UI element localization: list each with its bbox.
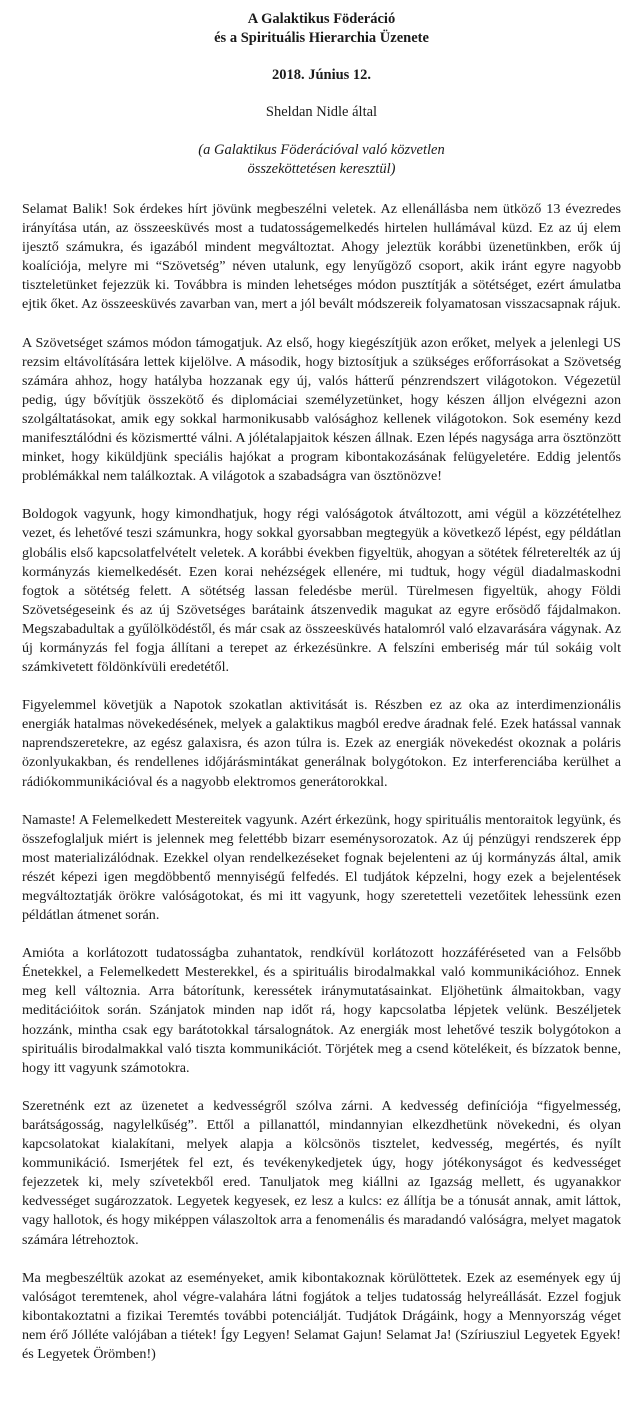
paragraph-7: Szeretnénk ezt az üzenetet a kedvességről szólva zárni. A kedvesség definíciója “figyelmesség, barátságosság, nagylelkűség”. Ettől a pillanattól, mindannyian elkezdhetünk növekedni, és olyan kapcsolatokat kialakítani, melyek alapja a kölcsönös tisztelet, kedvesség, megértés, és nyílt kommunikáció. Ismerjétek fel ezt, és tevékenykedjetek úgy, hogy jótékonyságot és kedvességet fejezzetek ki, mely szívetekből ered. Tanuljatok meg kiállni az Igazság mellett, és ugyanakkor kedvességet sugározzatok. Legyetek kegyesek, ez lesz a kulcs: ez állítja be a tónusát annak, amit láttok, vagy hallotok, és hogy miképpen válaszoltok arra a fenomenális és maradandó valóságra, melyet magatok számára létrehoztok. [22,1097,621,1248]
paragraph-3: Boldogok vagyunk, hogy kimondhatjuk, hogy régi valóságotok átváltozott, ami végül a közzétételhez vezet, és lehetővé teszi számunkra, hogy sokkal gyorsabban megtegyük a következő lépést, egy példátlan globális első kapcsolatfelvételt veletek. A korábbi években figyeltük, ahogyan a sötétek félreterelték az új kormányzás kiemelkedését. Ezen korai nehézségek ellenére, mi tudtuk, hogy végül diadalmaskodni fogtok a sötétség felett. A sötétség lassan feledésbe merül. Türelmesen figyeltük, ahogy Földi Szövetségeseink és az új Szövetséges barátaink átszenvedik magukat az egyre erősödő fájdalmakon. Megszabadultak a gyűlölködéstől, és már csak az összeesküvés hatalomról való elzavarására vágynak. Az új kormányzás fel fogja állítani a terepet az érkezésünkre. A felszíni emberiség már túl sokáig volt számkivetett földönkívüli eredetétől. [22,506,621,676]
paragraph-5: Namaste! A Felemelkedett Mestereitek vagyunk. Azért érkezünk, hogy spirituális mentoraitok legyünk, és összefoglaljuk miért is jelennek meg felettébb bizarr eseménysorozatok. Az új pénzügyi rendszerek épp most materializálódnak. Ezekkel olyan rendelkezéseket fognak bejelenteni az új kormányzás által, amik részét képezi igen megdöbbentő mennyiségű felfedés. El tudjátok képzelni, hogy ezek a bejelentések megváltoztatják örökre valóságotokat, és mi itt vagyunk, hogy szeretetteli vezetőitek lehessünk ezen példátlan átmenet során. [22,811,621,924]
document-author: Sheldan Nidle által [265,104,378,120]
title-line-2: és a Spirituális Hierarchia Üzenete [214,30,429,46]
title-line-1: A Galaktikus Föderáció [247,11,396,27]
document-subtitle [22,141,621,179]
paragraph-2: A Szövetséget számos módon támogatjuk. Az első, hogy kiegészítjük azon erőket, melyek a jelenlegi US rezsim eltávolítására lettek kijelölve. A második, hogy biztosítjuk a szükséges erőforrásokat a Szövetség számára ahhoz, hogy hatályba hozzanak egy új, valós hátterű pénzrendszert világotokon. Végezetül pedig, úgy bővítjük összekötő és diplomáciai személyzetünket, hogy készen álljon elvégezni azon szolgáltatásokat, amik egy sokkal harmonikusabb valósághoz kellenek világotokon. Sok esemény kezd manifesztálódni és közismertté válni. A jólétalapjaitok készen állnak. Ezen lépés nagysága arra ösztönzött minket, hogy kiküldjünk speciális hajókat a program kibontakozásának felügyeletére. Eddig jelentős problémákkal nem találkoztak. A világotok a szabadságra van ösztönözve! [22,334,621,485]
document-body [22,200,621,1364]
document-title [22,0,621,48]
subtitle-line-1: (a Galaktikus Föderációval való közvetlen [198,142,445,158]
paragraph-4: Figyelemmel követjük a Napotok szokatlan aktivitását is. Részben ez az oka az interdimenzionális energiák hatalmas növekedésének, melyek a galaktikus magból eredve áradnak felé. Ezek hatással vannak naprendszeretekre, az egész galaxisra, és azon túlra is. Ezek az energiák növekedést okoznak a poláris özonlyukakban, és rendellenes időjárásmintákat generálnak bolygótokon. Ez interferenciába kerülhet a rádiókommunikációval és a nagyobb elektromos generátorokkal. [22,697,621,790]
paragraph-6: Amióta a korlátozott tudatosságba zuhantatok, rendkívül korlátozott hozzáféréseted van a Felsőbb Énetekkel, a Felemelkedett Mesterekkel, és a spirituális birodalmakkal való kommunikációhoz. Ennek meg kell változnia. Arra bátorítunk, keressétek iránymutatásainkat. Eljöhetünk álmaitokban, vagy meditációitok során. Szánjatok minden nap időt rá, hogy kapcsolatba lépjetek velünk. Beszéljetek hozzánk, mintha csak egy barátotokkal társalognátok. Az energiák most lehetővé teszik bolygótokon a spirituális birodalmakkal való tiszta kommunikációt. Törjétek meg a csend kötelékeit, és bízzatok benne, hogy itt vagyunk számotokra. [22,945,621,1076]
paragraph-1: Selamat Balik! Sok érdekes hírt jövünk megbeszélni veletek. Az ellenállásba nem ütköző 13 évezredes irányítása után, az összeesküvés most a tudatosságemelkedés hirtelen hullámával küzd. Ez az új elem ijesztő számukra, és igazából mindent megváltoztat. Ahogy jeleztük korábbi üzenetünkben, erők új koalíciója, melyre mi “Szövetség” néven utalunk, egy lenyűgöző csoport, akik iránt egyre nagyobb tiszteletünket fejezzük ki. Továbbra is minden lehetséges módon pusztítják a sötétséget, ezért ámulatba ejtik őket. Az összeesküvés zavarban van, mert a jól bevált módszereik folyamatosan visszacsapnak rájuk. [22,201,621,313]
document-date: 2018. Június 12. [271,67,372,83]
paragraph-8: Ma megbeszéltük azokat az eseményeket, amik kibontakoznak körülöttetek. Ezek az események egy új valóságot teremtenek, ahol végre-valahára látni fogjátok a teljes tudatosság helyreállását. Ezzel fogjuk kibontakoztatni a fizikai Teremtés további potenciálját. Tudjátok Drágáink, hogy a Mennyország véget nem érő Jólléte valójában a tiétek! Így Legyen! Selamat Gajun! Selamat Ja! (Szíriusziul Legyetek Egyek! és Legyetek Örömben!) [22,1269,621,1362]
subtitle-line-2: összeköttetésen keresztül) [247,161,396,177]
